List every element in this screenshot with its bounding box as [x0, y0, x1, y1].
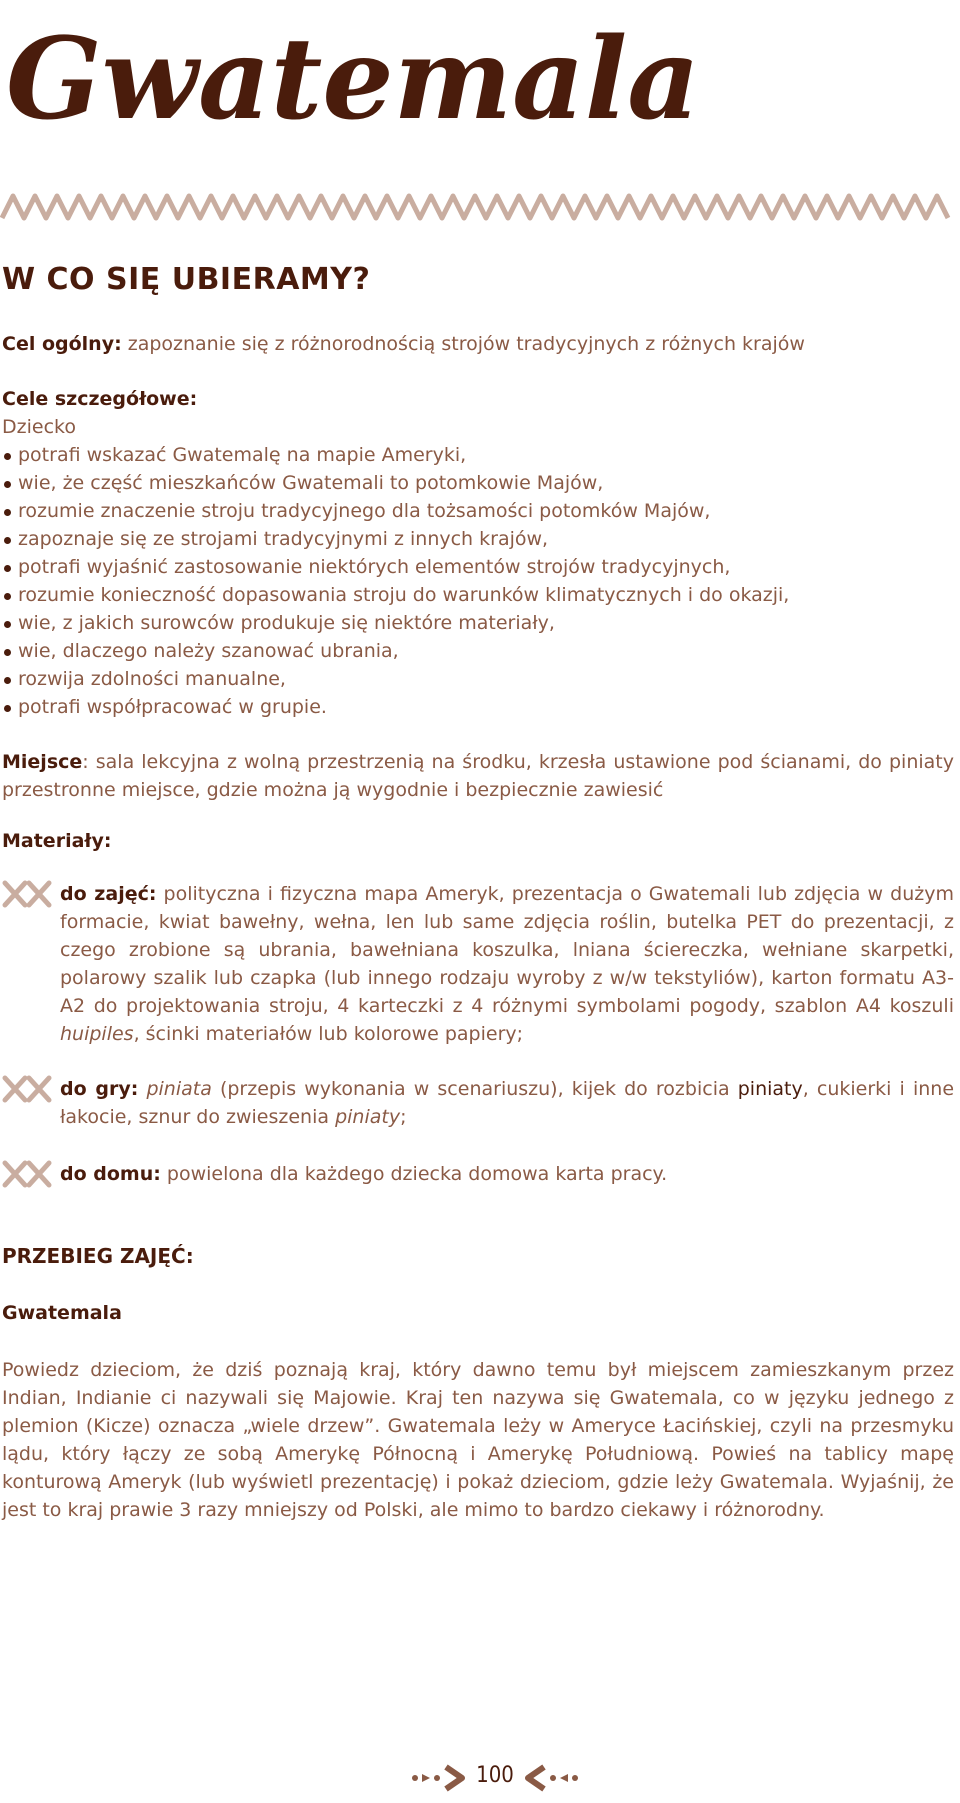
materials-item-label: do zajęć: [60, 883, 157, 905]
zigzag-divider [0, 190, 960, 224]
general-goal-label: Cel ogólny: [2, 333, 122, 355]
list-item: potrafi wskazać Gwatemalę na mapie Ameryki, [2, 441, 952, 469]
materials-item-italic: piniaty [335, 1106, 401, 1128]
list-item: rozwija zdolności manualne, [2, 665, 952, 693]
list-item: rozumie konieczność dopasowania stroju do warunków klimatycznych i do okazji, [2, 581, 952, 609]
course-heading: PRZEBIEG ZAJĘĆ: [2, 1244, 194, 1268]
subsection-paragraph: Powiedz dzieciom, że dziś poznają kraj, który dawno temu był miejscem zamieszkanym przez Indian, Indianie ci nazywali się Majowie. Kraj ten nazywa się Gwatemala, co w języku jednego z plemion (Kicze) oznacza „wiele drzew”. Gwatemala leży w Ameryce Łacińskiej, czyli na przesmyku lądu, który łączy ze sobą Amerykę Północną i Amerykę Południową. Powieś na tablicy mapę konturową Ameryk (lub wyświetl prezentację) i pokaż dzieciom, gdzie leży Gwatemala. Wyjaśnij, że jest to kraj prawie 3 razy mniejszy od Polski, ale mimo to bardzo ciekawy i różnorodny. [2, 1359, 954, 1521]
list-item: wie, dlaczego należy szanować ubrania, [2, 637, 952, 665]
place-text: : sala lekcyjna z wolną przestrzenią na środku, krzesła ustawione pod ścianami, do piniaty przestronne miejsce, gdzie można ją wygodnie i bezpiecznie zawiesić [2, 751, 954, 801]
double-cross-icon [2, 1075, 54, 1103]
general-goal [2, 330, 952, 358]
list-item: rozumie znaczenie stroju tradycyjnego dla tożsamości potomków Majów, [2, 497, 952, 525]
arrow-left-ornament-icon [518, 1764, 580, 1792]
list-item: potrafi wyjaśnić zastosowanie niektórych elementów strojów tradycyjnych, [2, 553, 952, 581]
detailed-goals-intro: Dziecko [2, 416, 76, 438]
place-section [2, 748, 954, 804]
materials-item-text: , ścinki materiałów lub kolorowe papiery; [133, 1023, 524, 1045]
list-item: zapoznaje się ze strojami tradycyjnymi z innych krajów, [2, 525, 952, 553]
materials-heading: Materiały: [2, 830, 112, 852]
materials-item-label: do gry: [60, 1078, 139, 1100]
arrow-right-ornament-icon [410, 1764, 472, 1792]
double-cross-icon [2, 880, 54, 908]
materials-item-italic: piniata [146, 1078, 212, 1100]
materials-item-text: , cukierki i inne łakocie, sznur do zwieszenia [60, 1078, 955, 1128]
gwatemala-title-logo [0, 0, 700, 175]
page-footer [410, 1760, 580, 1796]
materials-item-text: polityczna i fizyczna mapa Ameryk, prezentacja o Gwatemali lub zdjęcia w dużym formacie, kwiat bawełny, wełna, len lub same zdjęcia roślin, butelka PET do prezentacji, z czego zrobione są ubrania, bawełniana koszulka, lniana ściereczka, wełniane skarpetki, polarowy szalik lub czapka (lub innego rodzaju wyroby z w/w tekstyliów), karton formatu A3-A2 do projektowania stroju, 4 karteczki z 4 różnymi symbolami pogody, szablon A4 koszuli [60, 883, 954, 1017]
page-title: Gwatemala [6, 14, 700, 145]
list-item: wie, z jakich surowców produkuje się niektóre materiały, [2, 609, 952, 637]
page-number: 100 [476, 1763, 514, 1788]
materials-item-label: do domu: [60, 1163, 161, 1185]
materials-item-bold: piniaty [737, 1078, 803, 1100]
detailed-goals [2, 385, 952, 721]
section-heading: W CO SIĘ UBIERAMY? [2, 262, 371, 297]
materials-item-text: powielona dla każdego dziecka domowa karta pracy. [160, 1163, 668, 1185]
list-item: wie, że część mieszkańców Gwatemali to potomkowie Majów, [2, 469, 952, 497]
general-goal-text: zapoznanie się z różnorodnością strojów tradycyjnych z różnych krajów [121, 333, 805, 355]
subsection-title: Gwatemala [2, 1302, 122, 1324]
materials-item-text: ; [400, 1106, 407, 1128]
materials-item-text: (przepis wykonania w scenariuszu), kijek do rozbicia [211, 1078, 738, 1100]
list-item: potrafi współpracować w grupie. [2, 693, 952, 721]
detailed-goals-label: Cele szczegółowe: [2, 388, 198, 410]
detailed-goals-list [2, 441, 952, 721]
place-label: Miejsce [2, 751, 83, 773]
materials-item-italic: huipiles [60, 1023, 134, 1045]
double-cross-icon [2, 1160, 54, 1188]
